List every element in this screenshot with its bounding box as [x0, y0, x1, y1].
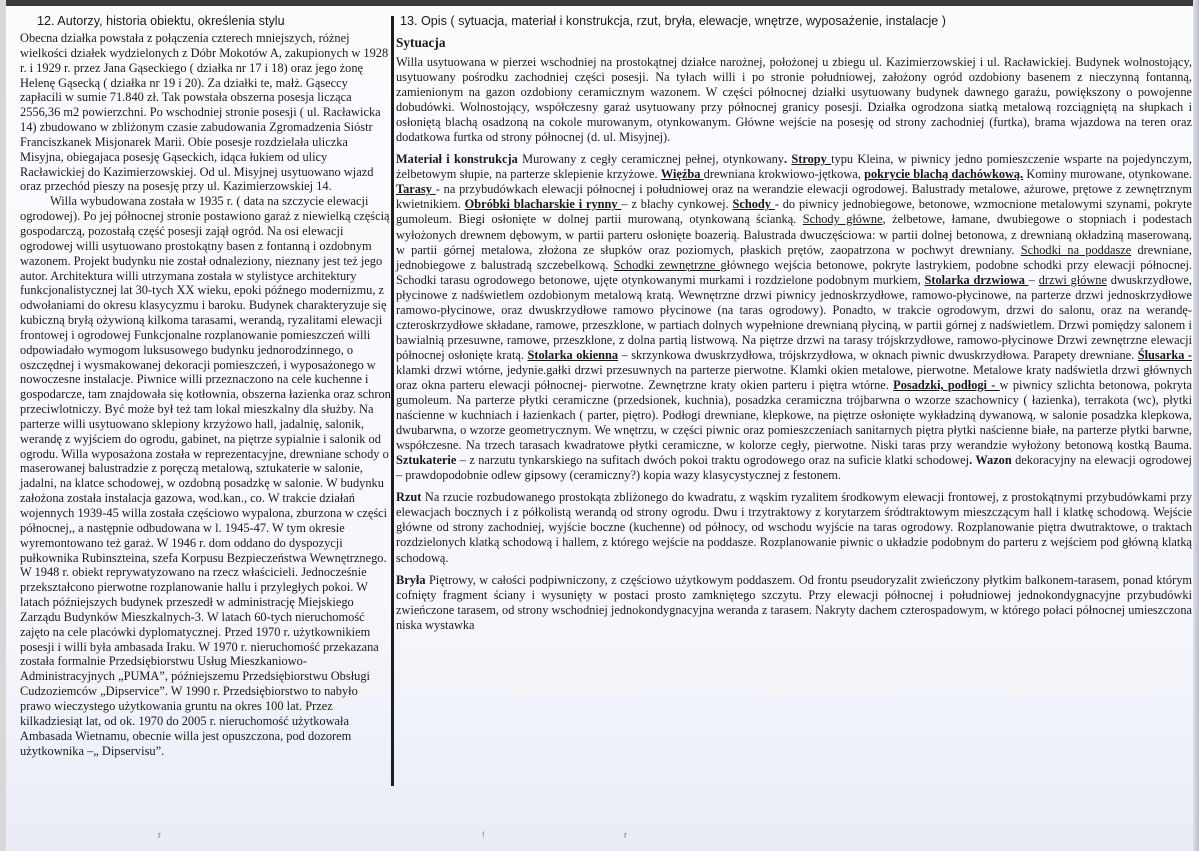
text: - do piwnicy jednobiegowe, betonowe, wzmocnione metalowymi szynami, pokryte gumoleum. Biegi osłonięte w dolnej partii murowaną, otynkowaną ścianką. [396, 197, 1192, 227]
text: – z blachy cynkowej. [621, 197, 733, 212]
scan-mark: r [624, 830, 627, 840]
text: typu Kleina, w piwnicy jedno pomieszczenie wsparte na pojedynczym, żelbetowym słupie, na parterze sklepienie krzyżowe. [396, 152, 1193, 182]
term-schodki-poddasze: Schodki na poddasze [1020, 242, 1132, 257]
term-slusarka: Ślusarka - [1137, 347, 1192, 362]
text: . [783, 152, 792, 167]
text: Murowany z cegły ceramicznej pełnej, otynkowany [517, 152, 784, 167]
term-stolarka-drzwiowa: Stolarka drzwiowa [924, 272, 1029, 287]
column-divider [391, 16, 394, 786]
text: Piętrowy, w całości podpiwniczony, z częściowo użytkowym poddaszem. Od frontu pseudoryzalit zwieńczony płytkim balkonem-tarasem, ponad którym cofnięty fragment ściany i wysunięty w postaci prosto zamkniętego szczytu. Przy elewacji północnej i południowej jednokondygnacyjne przybudówki zwieńczone tarasem, od strony wschodniej jednokondygnacyjna weranda z tarasem. Nakryty dachem czterospadowym, w którego połaci północnej umieszczona niska wystawka [396, 572, 1192, 632]
term-wiezba: Więźba [660, 167, 704, 182]
term-posadzki: Posadzki, podłogi - [893, 377, 1000, 392]
section-13-description [396, 14, 1192, 640]
rzut-paragraph [396, 490, 1192, 565]
text: – z narzutu tynkarskiego na sufitach dwóch pokoi traktu ogrodowego oraz na suficie klatki schodowej [456, 453, 970, 468]
term-drzwi-glowne: drzwi główne [1038, 272, 1107, 287]
sytuacja-title: Sytuacja [396, 35, 446, 50]
text: – [1028, 272, 1039, 287]
term-tarasy: Tarasy [396, 182, 436, 197]
term-schody-glowne: Schody główne [802, 212, 883, 227]
section-13-heading: 13. Opis ( sytuacja, materiał i konstrukcja, rzut, bryła, elewacje, wnętrze, wyposażenie, instalacje ) [400, 14, 946, 28]
text: – skrzynkowa dwuskrzydłowa, trójskrzydłowa, w oknach piwnic dwuskrzydłowa. Parapety drewniane. [618, 347, 1138, 362]
term-stolarka-okienna: Stolarka okienna [527, 347, 619, 362]
text: w piwnicy szlichta betonowa, pokryta gumoleum. Na parterze płytki ceramiczne (przedsionek, kuchnia), posadzka ceramiczna trójbarwna o wzorze szachownicy ( łazienka), terrakota (wc), płytki naścienne w kuchniach i łazienkach ( parter, piętro). Podłogi drewniane, klepkowe, na piętrze osłonięte wykładziną dywanową, w salonie posadzka klepkowa, dwubarwna, o wzorze geometrycznym. We wnętrzu, w części piwnic oraz pomieszczeniach sanitarnych piętra płytki naścienne białe, na parterze płytki barwne, współczesne. Na trzech tarasach kwadratowe płytki ceramiczne, w kolorze cegły, pierwotne. Niski taras przy werandzie wyłożony betonową kostką Bauma. [396, 377, 1192, 453]
text: łównego wejścia betonowe, pokryte lastrykiem, podobne schodki przy elewacji północnej. Schodki tarasu ogrodowego betonowe, ujęte otynkowanymi murkami i rozdzielone podobnym murkiem, [396, 257, 1192, 287]
rzut-title: Rzut [396, 490, 422, 505]
text: Kominy murowane, otynkowane. [1023, 167, 1192, 182]
scan-right-edge [1193, 0, 1199, 851]
text: klamki drzwi wtórne, jedynie.gałki drzwi przesuwnych na parterze pierwotne. Klamki okien metalowe, pierwotne. Metalowe kraty nadświetla drzwi głównych oraz okna parteru elewacji północnej- pierwotne. Zewnętrzne kraty okien parteru i piętra wtórne. [396, 362, 1192, 392]
term-obrobki: Obróbki blacharskie i rynny [464, 197, 622, 212]
text: - na przybudówkach elewacji północnej i południowej oraz na werandzie elewacji ogrodowej. Balustrady metalowe, ażurowe, prętowe z zewnętrznym kwietnikiem. [396, 182, 1193, 212]
term-pokrycie: pokrycie blachą dachówkową. [864, 167, 1024, 182]
text: drewniane, jednobiegowe z balustradą szczebelkową. [396, 242, 1192, 272]
scan-mark: r [158, 830, 161, 840]
scan-mark: ! [482, 830, 485, 840]
history-paragraph-2: Willa wybudowana została w 1935 r. ( data na szczycie elewacji ogrodowej). Po jej północnej stronie postawiono garaż z niewielką częścią gospodarczą, pozostałą część posesji zajął ogród. Na osi elewacji ogrodowej willi usytuowano prostokątny basen z fontanną i ozdobnym wazonem. Projekt budynku nie został odnaleziony, nieznany jest też jego autor. Architektura willi utrzymana została w stylistyce architektury funkcjonalistycznej lat 30-tych XX wieku, epoki późnego modernizmu, z odwołaniami do okresu klasycyzmu i baroku. Budynek charakteryzuje się kubiczną bryłą ożywioną kilkoma tarasami, werandą, ryzalitami elewacji frontowej i ogrodowej Funkcjonalne rozplanowanie pomieszczeń willi odpowiadało wymogom luksusowego budynku jednorodzinnego, o oszczędnej i wysmakowanej dekoracji pomieszczeń, i wyposażonego w nowoczesne instalacje. Piwnice willi przeznaczono na cele kuchenne i gospodarcze, tam znajdowała się kotłownia, obszerna łazienka oraz schron przeciwlotniczy. Być może był też tam lokal mieszkalny dla służby. Na parterze willi usytuowano sklepiony krzyżowo hall, jadalnię, salonik, werandę z wyjściem do ogrodu, gabinet, na piętrze sypialnie i salonik od ogrodu. Willa wyposażona została w reprezentacyjne, drewniane schody o maserowanej balustradzie z poręczą metalową, sztukaterie w salonie, jadalni, na klatce schodowej, w ozdobną posadzkę w salonie. W budynku założona została instalacja gazowa, wod.kan., co. W trakcie działań wojennych 1939-45 willa została częściowo wypalona, zburzona w części północnej,, a następnie odbudowana w l. 1945-47. W tym okresie wyremontowano też garaż. W 1946 r. dom oddano do dyspozycji pułkownika Rubinszteina, szefa Korpusu Bezpieczeństwa Wewnętrznego. W 1948 r. obiekt reprywatyzowano na rzecz właścicieli. Jednocześnie przekształcono pierwotne rozplanowanie hallu i przyległych pokoi. W latach późniejszych budynek przeszedł w administrację Miejskiego Zarządu Budynków Mieszkalnych-3. W latach 60-tych nieruchomość zajęto na cele placówki dyplomatycznej. Przed 1970 r. użytkownikiem posesji i willi była ambasada Iraku. W 1970 r. nieruchomość przekazana została formalnie Przedsiębiorstwu Usług Mieszkaniowo-Administracyjnych „PUMA”, późniejszemu Przedsiębiorstwu Obsługi Cudzoziemców „Dipservice”. W 1990 r. Przedsiębiorstwo to nabyło prawo wieczystego użytkowania gruntu na okres 100 lat. Przez kilkadziesiąt lat, od ok. 1970 do 2005 r. nieruchomość użytkowała Ambasada Wietnamu, obecnie willa jest opuszczona, pod dozorem użytkownika –„ Dipservisu”. [20, 194, 391, 758]
sytuacja-paragraph: Willa usytuowana w pierzei wschodniej na prostokątnej działce narożnej, położonej u zbiegu ul. Kazimierzowskiej i ul. Racławickiej. Budynek wolnostojący, usytuowany pośrodku zachodniej części posesji. Na tyłach willi i po stronie południowej, założony ogród ozdobiony basenem z nieczynną fontanną, zamienionym na gazon ozdobiony ceramicznym wazonem. W części północnej działki usytuowany budynek dawnego garażu, powiększony o powojenne dobudówki. Wolnostojący, współczesny garaż usytuowany przy północnej granicy posesji. Działka ogrodzona siatką metalową rozciągniętą na słupkach i osłoniętą blachą osadzoną na cokole murowanym, otynkowanym. Główne wejście na posesję od strony zachodniej (furtka), brama wjazdowa na teren oraz dodatkowa furtka od strony północnej (d. ul. Misyjnej). [396, 55, 1192, 145]
material-paragraph [396, 152, 1192, 483]
material-title: Materiał i konstrukcja [396, 152, 518, 167]
text: dekoracyjny na elewacji ogrodowej – prawdopodobnie odlew gipsowy (ceramiczny?) kopia wazy klasycystycznej z festonem. [396, 453, 1192, 483]
section-12-history [20, 14, 391, 758]
term-sztukaterie: Sztukaterie [396, 453, 457, 468]
term-schodki-zewnetrzne: Schodki zewnętrzne g [613, 257, 727, 272]
text: , żelbetowe, łamane, dwubiegowe o stopniach i podestach wyłożonych drewnem dębowym, w partii parteru osłonięte boazerią. Balustrada dwuczęściowa: w partii dolnej betonowa, z drewnianą okładziną maserowaną, w partii górnej metalowa, złożona ze słupków oraz poziomych, płaskich prętów, zaopatrzona w pochwyt drewniany. [396, 212, 1192, 257]
section-12-heading: 12. Autorzy, historia obiektu, określenia stylu [37, 14, 285, 28]
term-wazon: . Wazon [969, 453, 1012, 468]
term-schody: Schody [732, 197, 775, 212]
text: drewniana krokwiowo-jętkowa, [703, 167, 865, 182]
text: Na rzucie rozbudowanego prostokąta zbliżonego do kwadratu, z wąskim ryzalitem środkowym elewacji frontowej, z prostokątnymi przybudówkami przy elewacjach bocznych i z półkolistą werandą od strony ogrodu. Dwu i trzytraktowy z korytarzem śródtraktowym mieszczącym hall i klatkę schodową. Wejście główne od strony zachodniej, wyjście boczne (kuchenne) od północy, od wschodu wyjście na taras ogrodowy. Rozplanowanie piętra dwutraktowe, o traktach rozdzielonych klatką schodową i hallem, z którego wejście na poddasze. Rozplanowanie piwnic o układzie podobnym do parteru z wejściem pod główną klatką schodową. [396, 490, 1192, 565]
bryla-paragraph [396, 573, 1192, 633]
bryla-title: Bryła [396, 572, 426, 587]
history-paragraph-1: Obecna działka powstała z połączenia czterech mniejszych, różnej wielkości działek wydzielonych z Dóbr Mokotów A, zakupionych w 1928 r. i 1929 r. przez Jana Gąseckiego ( działka nr 17 i 18) oraz jego żonę Helenę Gąsecką ( działka nr 19 i 20). Za działki te, małż. Gąseccy zapłacili w sumie 71.840 zł. Tak powstała obszerna posesja licząca 2556,36 m2 powierzchni. Po wschodniej stronie posesji ( ul. Racławicka 14) zbudowano w zbliżonym czasie zabudowania Zgromadzenia Sióstr Franciszkanek Misjonarek Marii. Obie posesje rozdzielała uliczka Misyjna, obiegajaca posesję Gąseckich, idąca łukiem od ulicy Racławickiej do Kazimierzowskiej. Od ul. Misyjnej usytuowano wjazd oraz przechód pieszy na posesję przy ul. Kazimierzowskiej 14. [20, 31, 389, 194]
text: dwuskrzydłowe, płycinowe z nadświetlem ozdobionym metalową kratą. Wewnętrzne drzwi piwnicy jednoskrzydłowe, ramowo-płycinowe, na parterze drzwi jednoskrzydłowe ramowo-płycinowe, oraz dwuskrzydłowe ramowo płycinowe (na taras ogrodowy). Ponadto, w trakcie ogrodowym, drzwi do salonu, oraz na werandę-czteroskrzydłowe składane, ramowe, przeszklone, w partiach dolnych wypełnione drewnianą płyciną, w partii górnej z nadświetlem. Drzwi pomiędzy salonem i bawialnią przesuwne, ramowe, przeszklone, z dolna partią listwową. Na piętrze drzwi na tarasy trójskrzydłowe, ramowo-płycinowe Drzwi zewnętrzne elewacji północnej osłonięte kratą. [396, 272, 1192, 362]
term-stropy: Stropy [791, 152, 832, 167]
